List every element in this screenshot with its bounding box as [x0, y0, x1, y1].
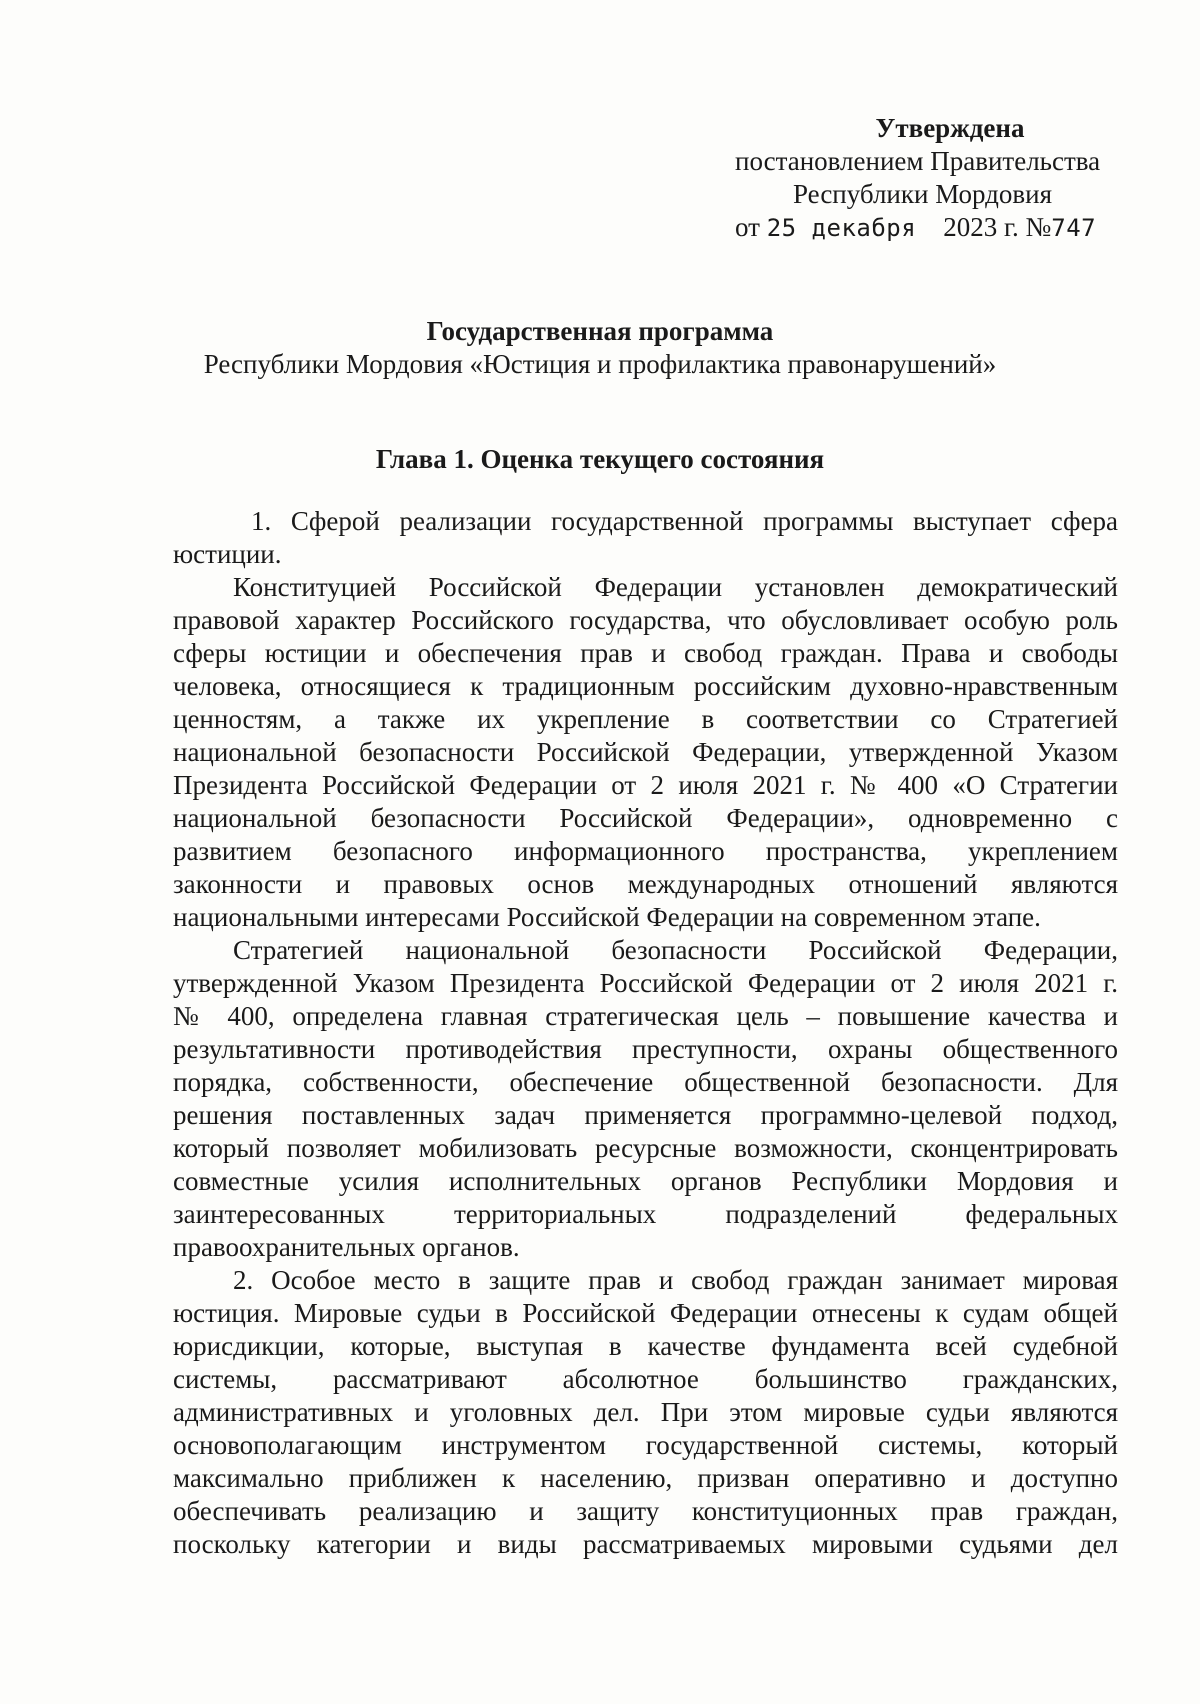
body-line: человека, относящиеся к традиционным российским духовно-нравственным [173, 671, 1118, 701]
body-line: который позволяет мобилизовать ресурсные возможности, сконцентрировать [173, 1133, 1118, 1163]
body-line: совместные усилия исполнительных органов Республики Мордовия и [173, 1166, 1118, 1196]
approval-line-resolution: постановлением Правительства [735, 146, 1101, 176]
body-line: национальной безопасности Российской Федерации», одновременно с [173, 803, 1118, 833]
body-line: заинтересованных территориальных подразделений федеральных [173, 1199, 1118, 1229]
body-line: основополагающим инструментом государственной системы, который [173, 1430, 1118, 1460]
body-line: сферы юстиции и обеспечения прав и свобод граждан. Права и свободы [173, 638, 1118, 668]
body-line: национальной безопасности Российской Федерации, утвержденной Указом [173, 737, 1118, 767]
body-line: 1. Сферой реализации государственной программы выступает сфера [251, 506, 1118, 536]
program-title-block [0, 315, 1200, 381]
body-line: ценностям, а также их укрепление в соответствии со Стратегией [173, 704, 1118, 734]
approval-date-year: 2023 г. № [943, 212, 1052, 242]
body-line: поскольку категории и виды рассматриваемых мировыми судьями дел [173, 1529, 1118, 1559]
body-line: юстиция. Мировые судьи в Российской Федерации отнесены к судам общей [173, 1298, 1118, 1328]
body-line: максимально приближен к населению, призван оперативно и доступно [173, 1463, 1118, 1493]
approval-line-date [735, 211, 1135, 245]
body-line: юстиции. [173, 539, 282, 569]
body-line: № 400, определена главная стратегическая цель – повышение качества и [173, 1001, 1118, 1031]
approval-date-prefix: от [735, 212, 760, 242]
body-text [173, 505, 1118, 1561]
body-line: результативности противодействия преступности, охраны общественного [173, 1034, 1118, 1064]
body-line: 2. Особое место в защите прав и свобод граждан занимает мировая [233, 1265, 1118, 1295]
body-line: обеспечивать реализацию и защиту конституционных прав граждан, [173, 1496, 1118, 1526]
body-line: утвержденной Указом Президента Российской Федерации от 2 июля 2021 г. [173, 968, 1118, 998]
approval-title: Утверждена [875, 113, 1025, 143]
program-title: Государственная программа [426, 316, 774, 346]
approval-line-republic: Республики Мордовия [793, 179, 1053, 209]
body-line: системы, рассматривают абсолютное большинство гражданских, [173, 1364, 1118, 1394]
body-line: национальными интересами Российской Федерации на современном этапе. [173, 902, 1041, 932]
approval-number: 747 [1051, 214, 1097, 242]
program-subtitle: Республики Мордовия «Юстиция и профилактика правонарушений» [203, 349, 997, 379]
body-line: Президента Российской Федерации от 2 июля 2021 г. № 400 «О Стратегии [173, 770, 1118, 800]
body-line: административных и уголовных дел. При этом мировые судьи являются [173, 1397, 1118, 1427]
chapter-heading: Глава 1. Оценка текущего состояния [375, 444, 825, 474]
approval-date-day: 25 декабря [766, 214, 917, 242]
body-line: правовой характер Российского государства, что обусловливает особую роль [173, 605, 1118, 635]
body-line: правоохранительных органов. [173, 1232, 520, 1262]
body-line: Конституцией Российской Федерации установлен демократический [233, 572, 1118, 602]
body-line: порядка, собственности, обеспечение общественной безопасности. Для [173, 1067, 1118, 1097]
body-line: законности и правовых основ международных отношений являются [173, 869, 1118, 899]
approval-block [735, 112, 1135, 245]
body-line: решения поставленных задач применяется программно-целевой подход, [173, 1100, 1118, 1130]
body-line: юрисдикции, которые, выступая в качестве фундамента всей судебной [173, 1331, 1118, 1361]
body-line: Стратегией национальной безопасности Российской Федерации, [233, 935, 1118, 965]
body-line: развитием безопасного информационного пространства, укреплением [173, 836, 1118, 866]
